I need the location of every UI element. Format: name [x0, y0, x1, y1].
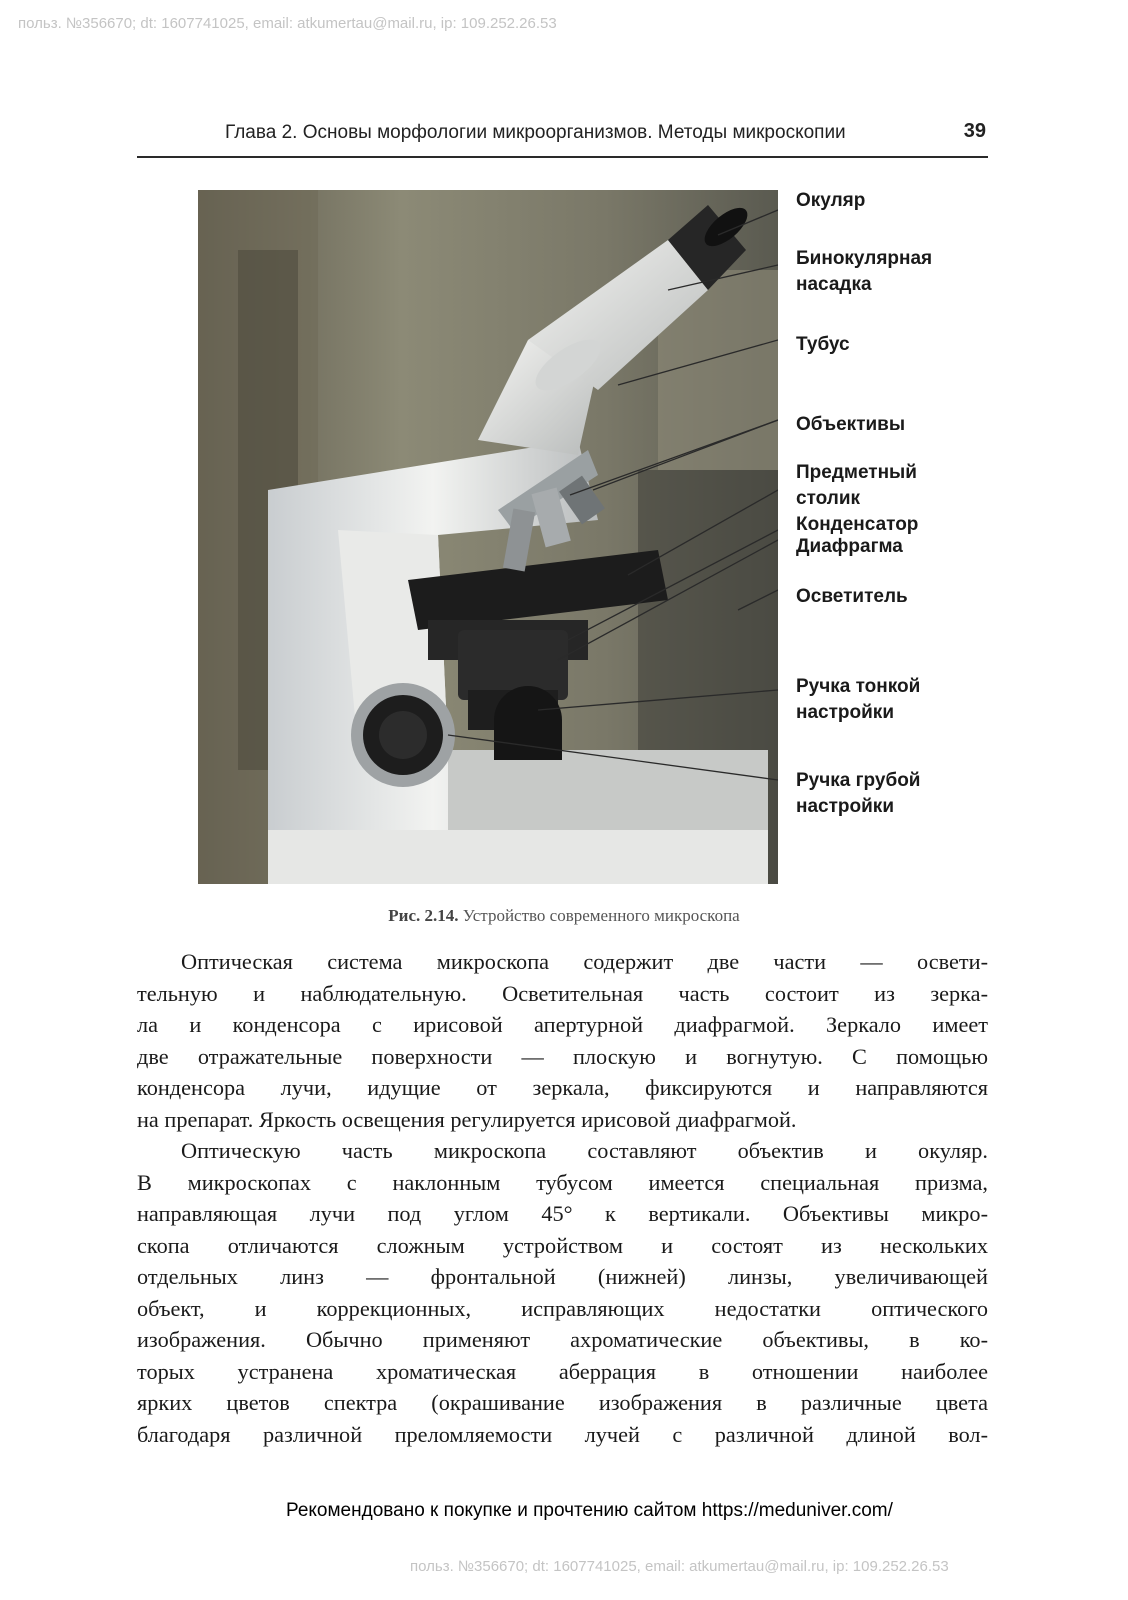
label-objectives: Объективы [796, 414, 906, 435]
recommendation-note: Рекомендовано к покупке и прочтению сайтом https://meduniver.com/ [286, 1500, 893, 1521]
label-coarse-focus-line2: настройки [796, 796, 894, 817]
label-condenser: Конденсатор [796, 514, 919, 535]
text-line: объект, и коррекционных, исправляющих недостатки оптического [137, 1295, 988, 1321]
label-fine-focus-line2: настройки [796, 702, 894, 723]
text-line: ла и конденсора с ирисовой апертурной диафрагмой. Зеркало имеет [137, 1012, 988, 1037]
label-stage-line1: Предметный [796, 462, 917, 483]
text-line: направляющая лучи под углом 45° к вертикали. Объективы микро- [137, 1201, 988, 1226]
caption-text: Устройство современного микроскопа [462, 906, 740, 925]
text-line: конденсора лучи, идущие от зеркала, фиксируются и направляются [137, 1075, 988, 1100]
label-stage-line2: столик [796, 488, 861, 509]
label-tube: Тубус [796, 334, 850, 355]
text-line: скопа отличаются сложным устройством и состоят из нескольких [137, 1232, 988, 1258]
label-binocular-line1: Бинокулярная [796, 248, 933, 269]
text-line: В микроскопах с наклонным тубусом имеется специальная призма, [137, 1169, 988, 1195]
label-eyepiece: Окуляр [796, 190, 866, 211]
watermark-top: польз. №356670; dt: 1607741025, email: atkumertau@mail.ru, ip: 109.252.26.53 [18, 15, 557, 32]
label-diaphragm: Диафрагма [796, 536, 903, 557]
figure-caption [0, 906, 1128, 926]
watermark-bottom: польз. №356670; dt: 1607741025, email: atkumertau@mail.ru, ip: 109.252.26.53 [410, 1558, 949, 1575]
text-line: Оптическая система микроскопа содержит две части — освети- [181, 949, 988, 974]
label-coarse-focus-line1: Ручка грубой [796, 770, 921, 791]
body-text [137, 946, 988, 1450]
text-line: изображения. Обычно применяют ахроматические объективы, в ко- [137, 1327, 988, 1352]
text-line: Оптическую часть микроскопа составляют объектив и окуляр. [181, 1138, 988, 1163]
caption-number: Рис. 2.14. [388, 906, 459, 925]
label-illuminator: Осветитель [796, 586, 908, 607]
text-line: две отражательные поверхности — плоскую и вогнутую. С помощью [137, 1043, 988, 1069]
text-line: тельную и наблюдательную. Осветительная часть состоит из зерка- [137, 980, 988, 1006]
text-line: торых устранена хроматическая аберрация в отношении наиболее [137, 1358, 988, 1384]
page-number: 39 [963, 120, 986, 142]
label-fine-focus-line1: Ручка тонкой [796, 676, 921, 697]
chapter-title: Глава 2. Основы морфологии микроорганизмов. Методы микроскопии [225, 122, 846, 143]
text-line: на препарат. Яркость освещения регулируется ирисовой диафрагмой. [137, 1106, 797, 1132]
text-line: благодаря различной преломляемости лучей с различной длиной вол- [137, 1421, 988, 1447]
text-line: ярких цветов спектра (окрашивание изображения в различные цвета [137, 1390, 988, 1415]
label-binocular-line2: насадка [796, 274, 872, 295]
text-line: отдельных линз — фронтальной (нижней) линзы, увеличивающей [137, 1264, 988, 1289]
